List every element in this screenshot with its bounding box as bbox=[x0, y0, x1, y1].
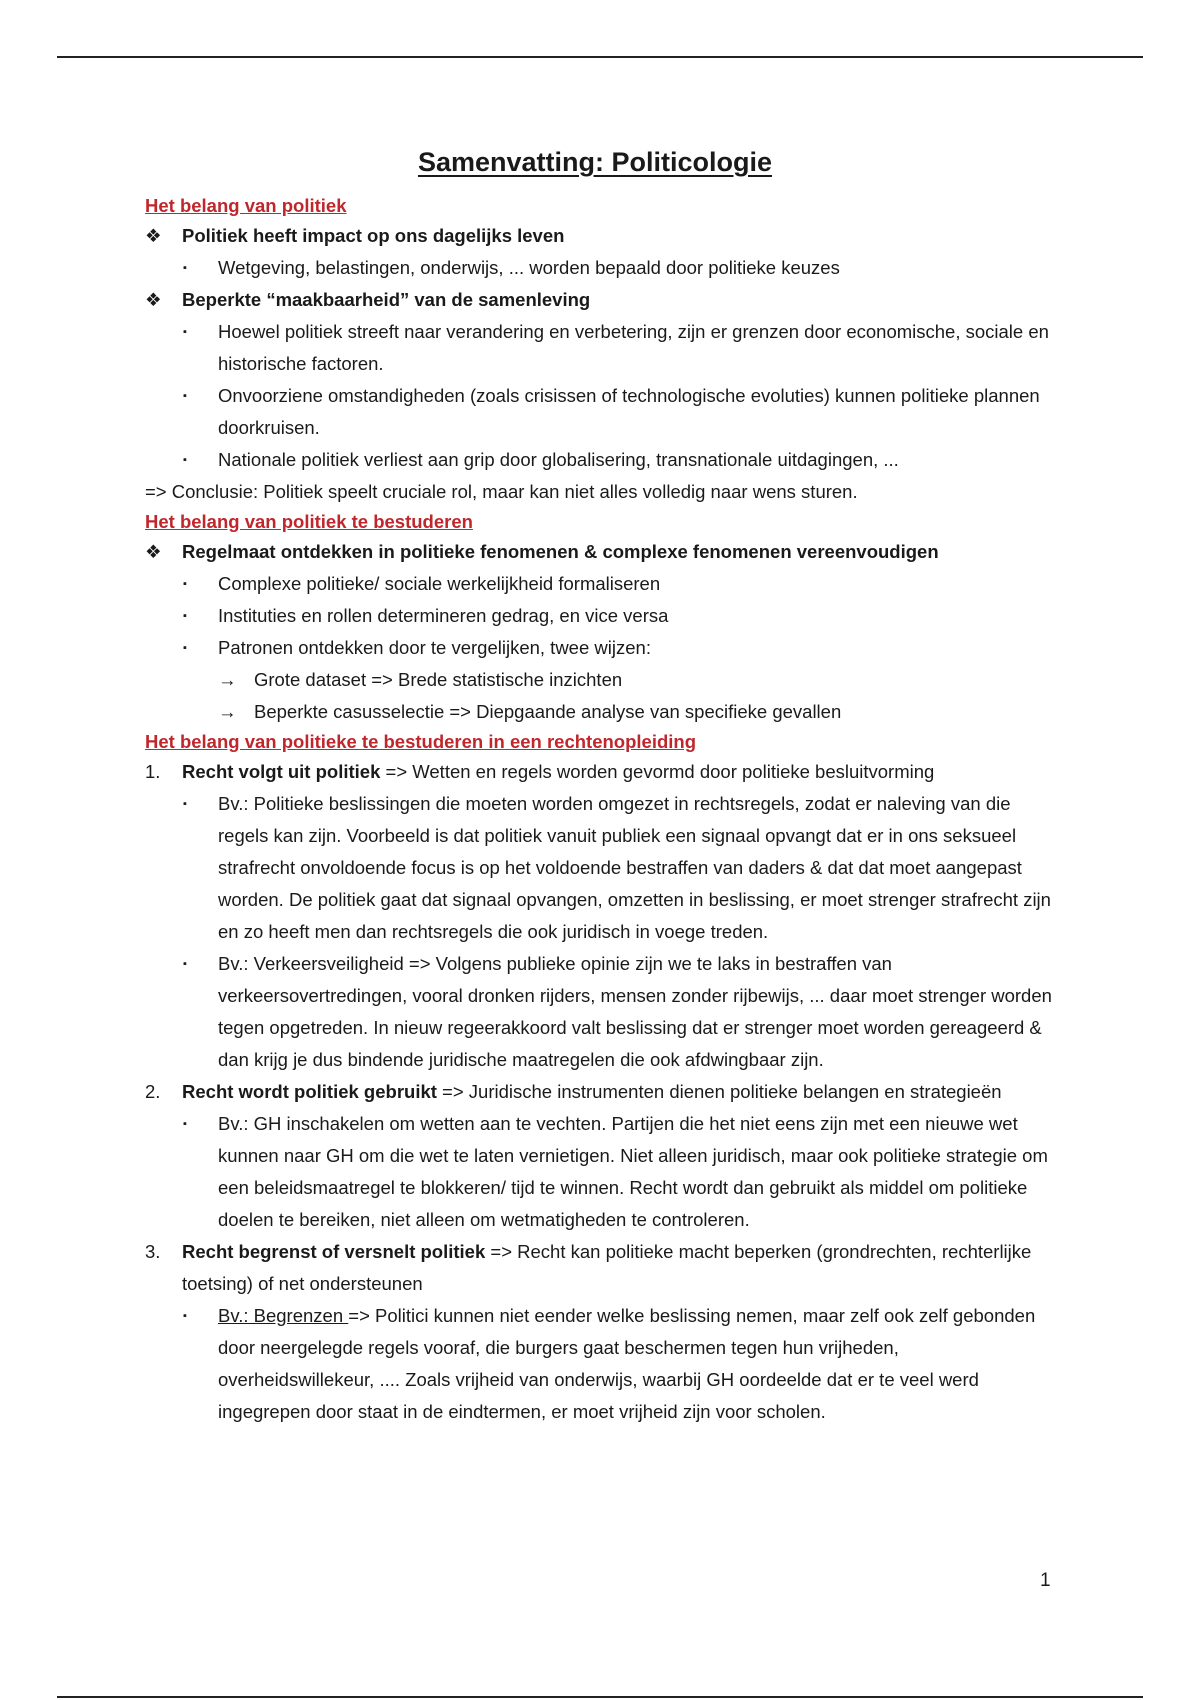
list-item: ❖ Regelmaat ontdekken in politieke fenomenen & complexe fenomenen vereenvoudigen bbox=[145, 536, 1055, 568]
list-item: ▪ Hoewel politiek streeft naar verandering en verbetering, zijn er grenzen door economische, sociale en historische factoren. bbox=[145, 316, 1055, 380]
arrow-right-icon: → bbox=[218, 701, 237, 722]
square-bullet-icon: ▪ bbox=[183, 390, 187, 402]
list-item: ▪ Bv.: Politieke beslissingen die moeten worden omgezet in rechtsregels, zodat er naleving van die regels kan zijn. Voorbeeld is dat politiek vanuit publiek een signaal opvangt dat er in ons seksueel strafrecht onvoldoende focus is op het voldoende bestraffen van daders & dat dat moet aangepast worden. De politiek gaat dat signaal opvangen, omzetten in beslissing, er moet strenger strafrecht zijn en zo heeft men dan rechtsregels die ook juridisch in voege treden. bbox=[145, 788, 1055, 948]
section-heading-3: Het belang van politieke te bestuderen in een rechtenopleiding bbox=[145, 731, 696, 752]
section-heading-2: Het belang van politiek te bestuderen bbox=[145, 511, 473, 532]
numbered-item-1: 1. Recht volgt uit politiek => Wetten en regels worden gevormd door politieke besluitvorming bbox=[145, 761, 935, 782]
numbered-item-2: 2. Recht wordt politiek gebruikt => Juridische instrumenten dienen politieke belangen en strategieën bbox=[145, 1081, 1002, 1102]
list-item: → Beperkte casusselectie => Diepgaande analyse van specifieke gevallen bbox=[145, 696, 1055, 728]
list-item: ▪ Instituties en rollen determineren gedrag, en vice versa bbox=[145, 600, 1055, 632]
diamond-bullet-icon: ❖ bbox=[145, 541, 162, 562]
list-item: → Grote dataset => Brede statistische inzichten bbox=[145, 664, 1055, 696]
square-bullet-icon: ▪ bbox=[183, 798, 187, 810]
square-bullet-icon: ▪ bbox=[183, 454, 187, 466]
list-item: ▪ Bv.: Begrenzen => Politici kunnen niet eender welke beslissing nemen, maar zelf ook zelf gebonden door neergelegde regels vooraf, die burgers gaat beschermen tegen hun vrijheden, overheidswillekeur, .... Zoals vrijheid van onderwijs, waarbij GH oordeelde dat er te veel werd ingegrepen door staat in de eindtermen, er moet vrijheid zijn voor scholen. bbox=[145, 1300, 1055, 1428]
list-item: ▪ Bv.: Verkeersveiligheid => Volgens publieke opinie zijn we te laks in bestraffen van verkeersovertredingen, vooral dronken rijders, mensen zonder rijbewijs, ... daar moet strenger worden tegen opgetreden. In nieuw regeerakkoord valt beslissing dat er strenger moet worden gereageerd & dan krijg je dus bindende juridische maatregelen die ook afdwingbaar zijn. bbox=[145, 948, 1055, 1076]
square-bullet-icon: ▪ bbox=[183, 610, 187, 622]
square-bullet-icon: ▪ bbox=[183, 642, 187, 654]
list-item: ❖ Politiek heeft impact op ons dagelijks leven bbox=[145, 220, 1055, 252]
list-item: ▪ Complexe politieke/ sociale werkelijkheid formaliseren bbox=[145, 568, 1055, 600]
square-bullet-icon: ▪ bbox=[183, 326, 187, 338]
conclusion-text: => Conclusie: Politiek speelt cruciale rol, maar kan niet alles volledig naar wens sturen. bbox=[145, 481, 858, 502]
list-item: ▪ Bv.: GH inschakelen om wetten aan te vechten. Partijen die het niet eens zijn met een nieuwe wet kunnen naar GH om die wet te laten vernietigen. Niet alleen juridisch, maar ook politieke strategie om een beleidsmaatregel te blokkeren/ tijd te winnen. Recht wordt dan gebruikt als middel om politieke doelen te bereiken, niet alleen om wetmatigheden te controleren. bbox=[145, 1108, 1055, 1236]
top-border-line bbox=[57, 56, 1143, 58]
square-bullet-icon: ▪ bbox=[183, 1118, 187, 1130]
square-bullet-icon: ▪ bbox=[183, 578, 187, 590]
square-bullet-icon: ▪ bbox=[183, 958, 187, 970]
numbered-item-3: 3. Recht begrenst of versnelt politiek => Recht kan politieke macht beperken (grondrechten, rechterlijke toetsing) of net ondersteunen bbox=[145, 1241, 1032, 1294]
page-number: 1 bbox=[1040, 1570, 1051, 1591]
document-body bbox=[145, 140, 1055, 1428]
diamond-bullet-icon: ❖ bbox=[145, 289, 162, 310]
arrow-right-icon: → bbox=[218, 669, 237, 690]
list-item: ▪ Nationale politiek verliest aan grip door globalisering, transnationale uitdagingen, ... bbox=[145, 444, 1055, 476]
list-item: ▪ Patronen ontdekken door te vergelijken, twee wijzen: bbox=[145, 632, 1055, 664]
square-bullet-icon: ▪ bbox=[183, 262, 187, 274]
diamond-bullet-icon: ❖ bbox=[145, 225, 162, 246]
list-item: ▪ Onvoorziene omstandigheden (zoals crisissen of technologische evoluties) kunnen politieke plannen doorkruisen. bbox=[145, 380, 1055, 444]
square-bullet-icon: ▪ bbox=[183, 1310, 187, 1322]
section-heading-1: Het belang van politiek bbox=[145, 195, 347, 216]
bottom-border-line bbox=[57, 1696, 1143, 1698]
page-title: Samenvatting: Politicologie bbox=[417, 147, 773, 177]
list-item: ❖ Beperkte “maakbaarheid” van de samenleving bbox=[145, 284, 1055, 316]
list-item: ▪ Wetgeving, belastingen, onderwijs, ... worden bepaald door politieke keuzes bbox=[145, 252, 1055, 284]
